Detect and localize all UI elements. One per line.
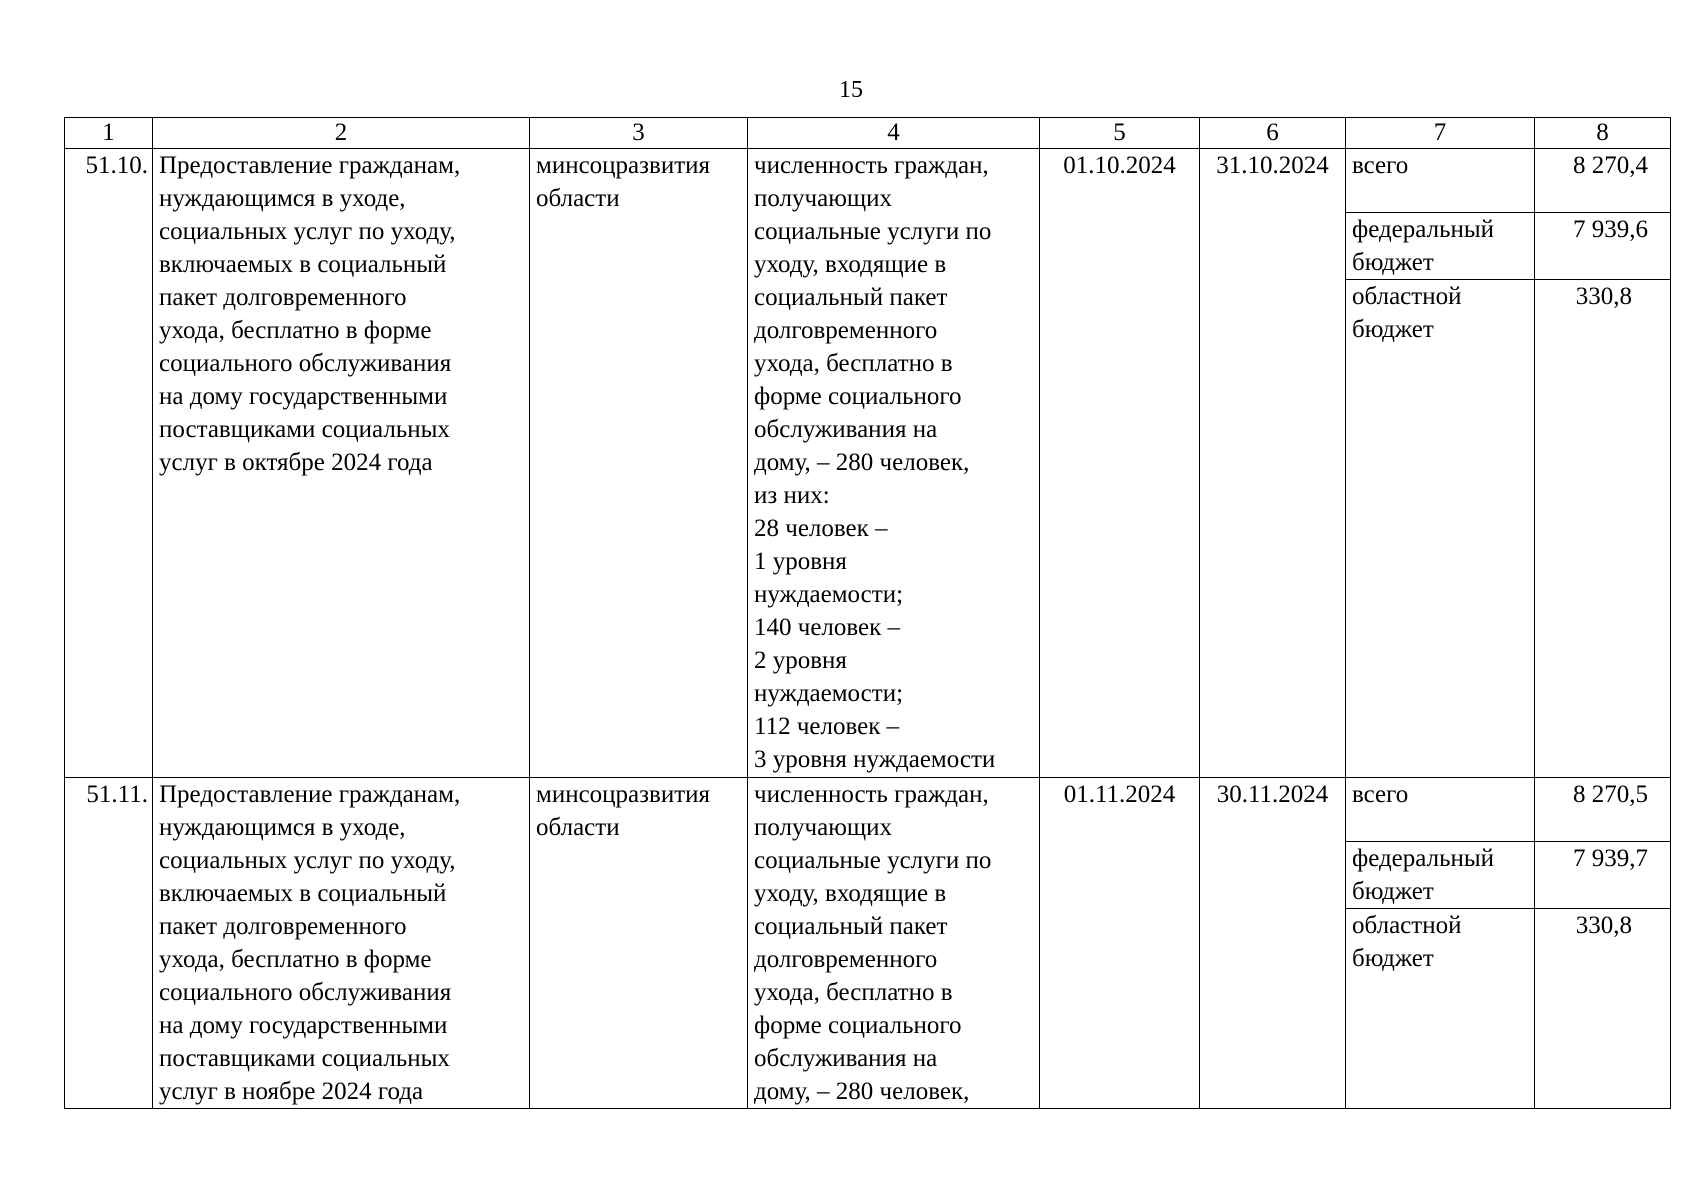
- activities-table: [64, 117, 1671, 1109]
- column-header-8: 8: [1535, 118, 1671, 149]
- row-executor: минсоцразвития области: [530, 778, 748, 1109]
- row-executor: минсоцразвития области: [530, 149, 748, 778]
- amount-total: 8 270,4: [1535, 149, 1670, 213]
- amount-federal: 7 939,6: [1535, 213, 1670, 280]
- funding-source-total: всего: [1346, 149, 1534, 213]
- row-start-date: 01.10.2024: [1040, 149, 1200, 778]
- row-number: 51.10.: [65, 149, 153, 778]
- row-indicator: численность граждан, получающих социальные услуги по уходу, входящие в социальный пакет долговременного ухода, бесплатно в форме социального обслуживания на дому, – 280 человек, из них: 28 человек – 1 уровня нуждаемости; 140 человек – 2 уровня нуждаемости; 112 человек – 3 уровня нуждаемости: [748, 149, 1040, 778]
- row-number: 51.11.: [65, 778, 153, 1109]
- row-funding-amounts: [1535, 778, 1671, 1109]
- amount-regional: 330,8: [1575, 283, 1632, 310]
- row-description: Предоставление гражданам, нуждающимся в уходе, социальных услуг по уходу, включаемых в социальный пакет долговременного ухода, бесплатно в форме социального обслуживания на дому государственными поставщиками социальных услуг в ноябре 2024 года: [153, 778, 530, 1109]
- page-number: 15: [839, 77, 863, 103]
- amount-regional: 330,8: [1575, 912, 1632, 939]
- amount-total: 8 270,5: [1535, 778, 1670, 842]
- table-row: [65, 778, 1671, 1109]
- funding-source-federal: федеральный бюджет: [1346, 213, 1534, 280]
- funding-source-total: всего: [1346, 778, 1534, 842]
- column-header-2: 2: [153, 118, 530, 149]
- amount-federal: 7 939,7: [1535, 842, 1670, 909]
- column-header-6: 6: [1200, 118, 1346, 149]
- column-header-1: 1: [65, 118, 153, 149]
- row-end-date: 31.10.2024: [1200, 149, 1346, 778]
- column-header-3: 3: [530, 118, 748, 149]
- funding-source-regional: областной бюджет: [1352, 912, 1462, 972]
- row-funding-sources: [1346, 778, 1535, 1109]
- column-header-5: 5: [1040, 118, 1200, 149]
- row-start-date: 01.11.2024: [1040, 778, 1200, 1109]
- funding-source-regional: областной бюджет: [1352, 283, 1462, 343]
- row-funding-sources: [1346, 149, 1535, 778]
- column-header-7: 7: [1346, 118, 1535, 149]
- header-row: [65, 118, 1671, 149]
- row-indicator: численность граждан, получающих социальные услуги по уходу, входящие в социальный пакет долговременного ухода, бесплатно в форме социального обслуживания на дому, – 280 человек,: [748, 778, 1040, 1109]
- funding-source-federal: федеральный бюджет: [1346, 842, 1534, 909]
- table-row: [65, 149, 1671, 778]
- row-end-date: 30.11.2024: [1200, 778, 1346, 1109]
- row-description: Предоставление гражданам, нуждающимся в уходе, социальных услуг по уходу, включаемых в социальный пакет долговременного ухода, бесплатно в форме социального обслуживания на дому государственными поставщиками социальных услуг в октябре 2024 года: [153, 149, 530, 778]
- row-funding-amounts: [1535, 149, 1671, 778]
- column-header-4: 4: [748, 118, 1040, 149]
